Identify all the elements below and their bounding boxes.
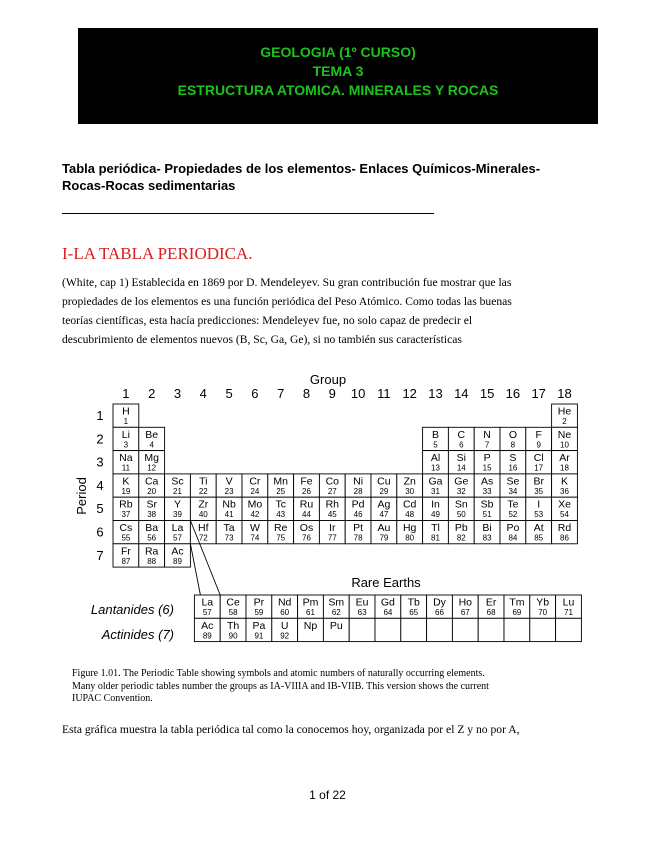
element-symbol: Fr: [120, 545, 131, 558]
element-symbol: Mg: [144, 452, 159, 465]
element-number: 10: [560, 440, 569, 450]
group-number: 9: [328, 386, 336, 401]
group-number: 2: [148, 386, 156, 401]
period-number: 3: [96, 454, 104, 470]
element-number: 48: [405, 510, 415, 520]
intro-line-4: descubrimiento de elementos nuevos (B, Sc, Ga, Ge), si no también sus características: [62, 333, 462, 346]
lanthanide-symbol: Ho: [458, 596, 473, 609]
element-symbol: In: [431, 498, 440, 511]
after-paragraph: Esta gráfica muestra la tabla periódica tal como la conocemos hoy, organizada por el Z y no por A,: [62, 723, 520, 736]
element-number: 34: [508, 486, 518, 496]
element-number: 11: [121, 463, 131, 473]
element-number: 52: [508, 510, 518, 520]
actinide-cell: [478, 618, 504, 641]
element-symbol: Br: [533, 475, 544, 488]
element-symbol: Hg: [402, 522, 417, 534]
element-symbol: Ag: [377, 498, 391, 511]
element-number: 82: [456, 533, 466, 543]
element-symbol: Na: [119, 452, 133, 465]
element-symbol: Ne: [557, 428, 572, 441]
element-symbol: Ca: [144, 475, 159, 488]
element-symbol: V: [225, 475, 233, 488]
topic-number: TEMA 3: [312, 63, 364, 79]
lanthanide-number: 65: [409, 608, 419, 617]
element-symbol: Os: [299, 522, 314, 534]
actinide-number: 91: [254, 631, 264, 641]
element-number: 28: [353, 486, 363, 496]
group-number: 16: [505, 386, 521, 401]
actinide-symbol: Ac: [201, 619, 214, 632]
element-symbol: Zr: [198, 498, 209, 511]
lanthanide-symbol: La: [201, 596, 214, 609]
period-number: 6: [96, 524, 104, 540]
element-number: 46: [353, 510, 363, 520]
intro-line-1: (White, cap 1) Establecida en 1869 por D. Mendeleyev. Su gran contribución fue mostrar que las: [62, 276, 512, 289]
group-number: 5: [225, 386, 233, 401]
lanthanide-symbol: Eu: [355, 596, 369, 609]
element-number: 72: [198, 533, 208, 543]
element-symbol: Rh: [325, 498, 340, 511]
element-symbol: Rb: [119, 498, 133, 511]
period-number: 5: [96, 501, 104, 517]
element-number: 18: [560, 463, 569, 473]
actinide-number: 92: [280, 631, 290, 641]
element-symbol: Cu: [377, 475, 391, 488]
element-number: 9: [536, 440, 541, 450]
lanthanide-symbol: Gd: [380, 596, 395, 609]
element-number: 78: [353, 533, 363, 543]
figure-caption: [72, 668, 592, 706]
element-symbol: K: [122, 475, 130, 488]
element-symbol: H: [122, 405, 130, 418]
element-symbol: Ta: [223, 522, 235, 534]
element-number: 20: [147, 486, 157, 496]
lanthanide-number: 58: [228, 608, 238, 617]
element-number: 39: [173, 510, 182, 520]
element-symbol: Cd: [402, 498, 417, 511]
element-symbol: Co: [325, 475, 340, 488]
element-number: 5: [433, 440, 438, 450]
element-number: 47: [379, 510, 389, 520]
group-number: 14: [454, 386, 469, 401]
lanthanide-number: 61: [306, 608, 315, 617]
lanthanide-number: 67: [460, 608, 470, 617]
element-number: 74: [250, 533, 260, 543]
lanthanide-symbol: Sm: [328, 596, 345, 609]
connector-line: [190, 544, 200, 595]
element-symbol: N: [483, 428, 491, 441]
element-symbol: As: [480, 475, 494, 488]
element-number: 57: [173, 533, 182, 543]
group-number: 11: [377, 386, 391, 401]
group-number: 12: [402, 386, 417, 401]
actinide-cell: [427, 618, 453, 641]
element-symbol: He: [557, 405, 572, 418]
element-number: 83: [482, 533, 492, 543]
element-number: 84: [508, 533, 518, 543]
element-number: 38: [147, 510, 157, 520]
element-number: 14: [456, 463, 466, 473]
element-number: 31: [431, 486, 440, 496]
lanthanide-symbol: Dy: [433, 596, 446, 609]
element-symbol: Ar: [559, 452, 570, 465]
element-symbol: Ga: [428, 475, 443, 488]
period-axis-label: Period: [74, 477, 89, 515]
element-number: 25: [276, 486, 286, 496]
element-number: 22: [198, 486, 208, 496]
lanthanide-symbol: Nd: [277, 596, 292, 609]
period-number: 2: [96, 431, 104, 447]
actinide-symbol: Np: [303, 619, 318, 632]
lanthanide-number: 70: [538, 608, 548, 617]
element-symbol: I: [537, 498, 541, 511]
lanthanides-label: Lantanides (6): [90, 602, 174, 617]
element-number: 16: [508, 463, 518, 473]
intro-line-3: teorías científicas, esta hacía predicciones: Mendeleyev fue, no solo capaz de predecir el: [62, 314, 473, 327]
element-number: 1: [123, 417, 129, 426]
lanthanide-symbol: Pr: [253, 596, 265, 609]
element-number: 12: [147, 463, 157, 473]
intro-line-2: propiedades de los elementos es una función periódica del Peso Atómico. Como todas las buenas: [62, 295, 512, 308]
actinide-cell: [452, 618, 478, 641]
element-number: 4: [149, 440, 154, 450]
lanthanide-number: 64: [383, 608, 393, 617]
element-number: 36: [560, 486, 569, 496]
element-number: 42: [250, 510, 260, 520]
element-number: 87: [121, 556, 131, 566]
element-symbol: Ge: [454, 475, 469, 488]
element-symbol: Ni: [353, 475, 364, 488]
element-number: 21: [173, 486, 182, 496]
element-symbol: Be: [145, 428, 159, 441]
actinide-number: 89: [202, 631, 212, 641]
element-symbol: Mn: [273, 475, 288, 488]
group-number: 18: [557, 386, 572, 401]
element-symbol: Fe: [300, 475, 313, 488]
element-number: 19: [121, 486, 131, 496]
period-number: 1: [96, 408, 104, 423]
element-number: 88: [147, 556, 157, 566]
actinide-cell: [375, 618, 401, 641]
actinide-symbol: Pa: [252, 619, 266, 632]
actinide-cell: [504, 618, 530, 641]
group-number: 8: [302, 386, 311, 401]
lanthanide-symbol: Er: [485, 596, 497, 609]
caption-line-3: IUPAC Convention.: [72, 693, 153, 704]
element-number: 8: [510, 440, 516, 450]
element-number: 45: [327, 510, 337, 520]
element-number: 3: [123, 440, 129, 450]
group-number: 4: [199, 386, 207, 401]
element-number: 54: [560, 510, 569, 520]
group-axis-label: Group: [309, 372, 347, 387]
element-number: 40: [198, 510, 208, 520]
element-number: 17: [534, 463, 544, 473]
element-symbol: C: [457, 428, 466, 441]
group-number: 3: [173, 386, 182, 401]
element-symbol: F: [535, 428, 542, 441]
period-number: 4: [96, 477, 104, 493]
element-number: 27: [327, 486, 337, 496]
page-number: 1 of 22: [309, 788, 346, 802]
course-title: GEOLOGIA (1º CURSO): [260, 44, 416, 60]
element-symbol: Xe: [558, 498, 571, 511]
element-symbol: K: [560, 475, 569, 488]
topic-title: ESTRUCTURA ATOMICA. MINERALES Y ROCAS: [177, 82, 499, 98]
element-symbol: Re: [273, 522, 288, 534]
element-number: 51: [482, 510, 492, 520]
actinide-cell: [349, 618, 375, 641]
element-number: 35: [534, 486, 544, 496]
element-symbol: Pd: [351, 498, 365, 511]
element-symbol: Rd: [557, 522, 572, 534]
actinide-cell: [530, 618, 556, 641]
element-number: 41: [224, 510, 234, 520]
caption-line-2: Many older periodic tables number the groups as IA-VIIIA and IB-VIIB. This version shows the current: [72, 680, 489, 692]
caption-line-1: Figure 1.01. The Periodic Table showing symbols and atomic numbers of naturally occurring elements.: [72, 668, 485, 679]
element-number: 29: [379, 486, 389, 496]
element-number: 2: [562, 417, 567, 426]
element-symbol: Pt: [353, 522, 364, 534]
lanthanide-number: 62: [331, 608, 341, 617]
element-number: 76: [302, 533, 311, 543]
element-number: 86: [560, 533, 569, 543]
lanthanide-number: 69: [512, 608, 522, 617]
lanthanide-symbol: Yb: [536, 596, 550, 609]
element-number: 89: [173, 556, 182, 566]
element-symbol: Sb: [480, 498, 494, 511]
lanthanide-number: 63: [357, 608, 367, 617]
group-number: 7: [277, 386, 285, 401]
element-symbol: Ru: [299, 498, 314, 511]
element-number: 23: [224, 486, 234, 496]
element-number: 37: [121, 510, 131, 520]
element-symbol: Hf: [198, 522, 209, 534]
element-symbol: Zn: [403, 475, 416, 488]
lanthanide-symbol: Lu: [562, 596, 575, 609]
element-number: 56: [147, 533, 157, 543]
group-number: 6: [251, 386, 259, 401]
lanthanide-symbol: Tm: [509, 596, 525, 609]
element-symbol: Te: [507, 498, 519, 511]
section-heading: I-LA TABLA PERIODICA.: [62, 244, 253, 263]
element-symbol: Cr: [249, 475, 261, 488]
element-number: 26: [302, 486, 311, 496]
element-number: 15: [482, 463, 492, 473]
element-symbol: Se: [506, 475, 520, 488]
element-number: 85: [534, 533, 544, 543]
element-symbol: Si: [456, 452, 466, 465]
actinide-symbol: Th: [226, 619, 240, 632]
element-symbol: Cs: [119, 522, 133, 534]
element-number: 55: [121, 533, 131, 543]
rare-earths-label: Rare Earths: [351, 575, 421, 590]
period-number: 7: [96, 547, 104, 563]
element-symbol: At: [533, 522, 544, 534]
subtitle-line-1: Tabla periódica- Propiedades de los elementos- Enlaces Químicos-Minerales-: [62, 161, 541, 176]
actinide-symbol: Pu: [329, 619, 343, 632]
element-number: 81: [431, 533, 440, 543]
lanthanide-number: 71: [564, 608, 573, 617]
element-symbol: Ba: [145, 522, 159, 534]
element-number: 79: [379, 533, 389, 543]
group-number: 1: [122, 386, 130, 401]
element-symbol: Al: [430, 452, 441, 465]
lanthanide-number: 66: [435, 608, 444, 617]
group-number: 10: [350, 386, 366, 401]
element-symbol: W: [249, 522, 260, 534]
element-symbol: Sc: [171, 475, 184, 488]
element-symbol: Li: [121, 428, 130, 441]
lanthanide-number: 59: [254, 608, 264, 617]
subtitle-line-2: Rocas-Rocas sedimentarias: [62, 178, 236, 193]
element-symbol: Au: [377, 522, 391, 534]
element-number: 50: [456, 510, 466, 520]
actinides-label: Actinides (7): [101, 627, 174, 642]
lanthanide-symbol: Pm: [302, 596, 319, 609]
element-symbol: Po: [506, 522, 520, 534]
element-number: 44: [302, 510, 311, 520]
element-number: 24: [250, 486, 260, 496]
element-symbol: Y: [173, 498, 182, 511]
element-number: 33: [482, 486, 492, 496]
element-symbol: La: [171, 522, 184, 534]
element-number: 75: [276, 533, 286, 543]
element-number: 7: [484, 440, 490, 450]
actinide-symbol: U: [280, 619, 289, 632]
element-symbol: Mo: [247, 498, 263, 511]
element-symbol: Tc: [275, 498, 286, 511]
group-number: 13: [428, 386, 443, 401]
element-symbol: Cl: [533, 452, 544, 465]
element-number: 73: [224, 533, 234, 543]
element-symbol: Ac: [171, 545, 184, 558]
element-symbol: P: [483, 452, 491, 465]
element-number: 49: [431, 510, 440, 520]
actinide-cell: [556, 618, 582, 641]
element-symbol: Nb: [222, 498, 236, 511]
element-number: 6: [459, 440, 464, 450]
element-symbol: B: [431, 428, 440, 441]
element-symbol: Sr: [146, 498, 157, 511]
lanthanide-symbol: Ce: [226, 596, 240, 609]
element-symbol: Bi: [482, 522, 492, 534]
lanthanide-symbol: Tb: [407, 596, 420, 609]
lanthanide-number: 57: [202, 608, 212, 617]
element-symbol: Tl: [431, 522, 440, 534]
element-symbol: Sn: [454, 498, 468, 511]
element-symbol: Ti: [199, 475, 208, 488]
element-symbol: Ir: [329, 522, 336, 534]
actinide-number: 90: [228, 631, 238, 641]
element-number: 30: [405, 486, 415, 496]
element-number: 32: [456, 486, 466, 496]
element-symbol: S: [509, 452, 517, 465]
lanthanide-number: 60: [280, 608, 290, 617]
element-symbol: Ra: [144, 545, 159, 558]
element-symbol: O: [508, 428, 517, 441]
element-number: 80: [405, 533, 415, 543]
lanthanide-number: 68: [486, 608, 496, 617]
actinide-cell: [401, 618, 427, 641]
element-symbol: Pb: [454, 522, 468, 534]
element-number: 43: [276, 510, 286, 520]
element-number: 53: [534, 510, 544, 520]
group-number: 15: [479, 386, 495, 401]
element-number: 77: [327, 533, 337, 543]
group-number: 17: [531, 386, 546, 401]
element-number: 13: [431, 463, 440, 473]
